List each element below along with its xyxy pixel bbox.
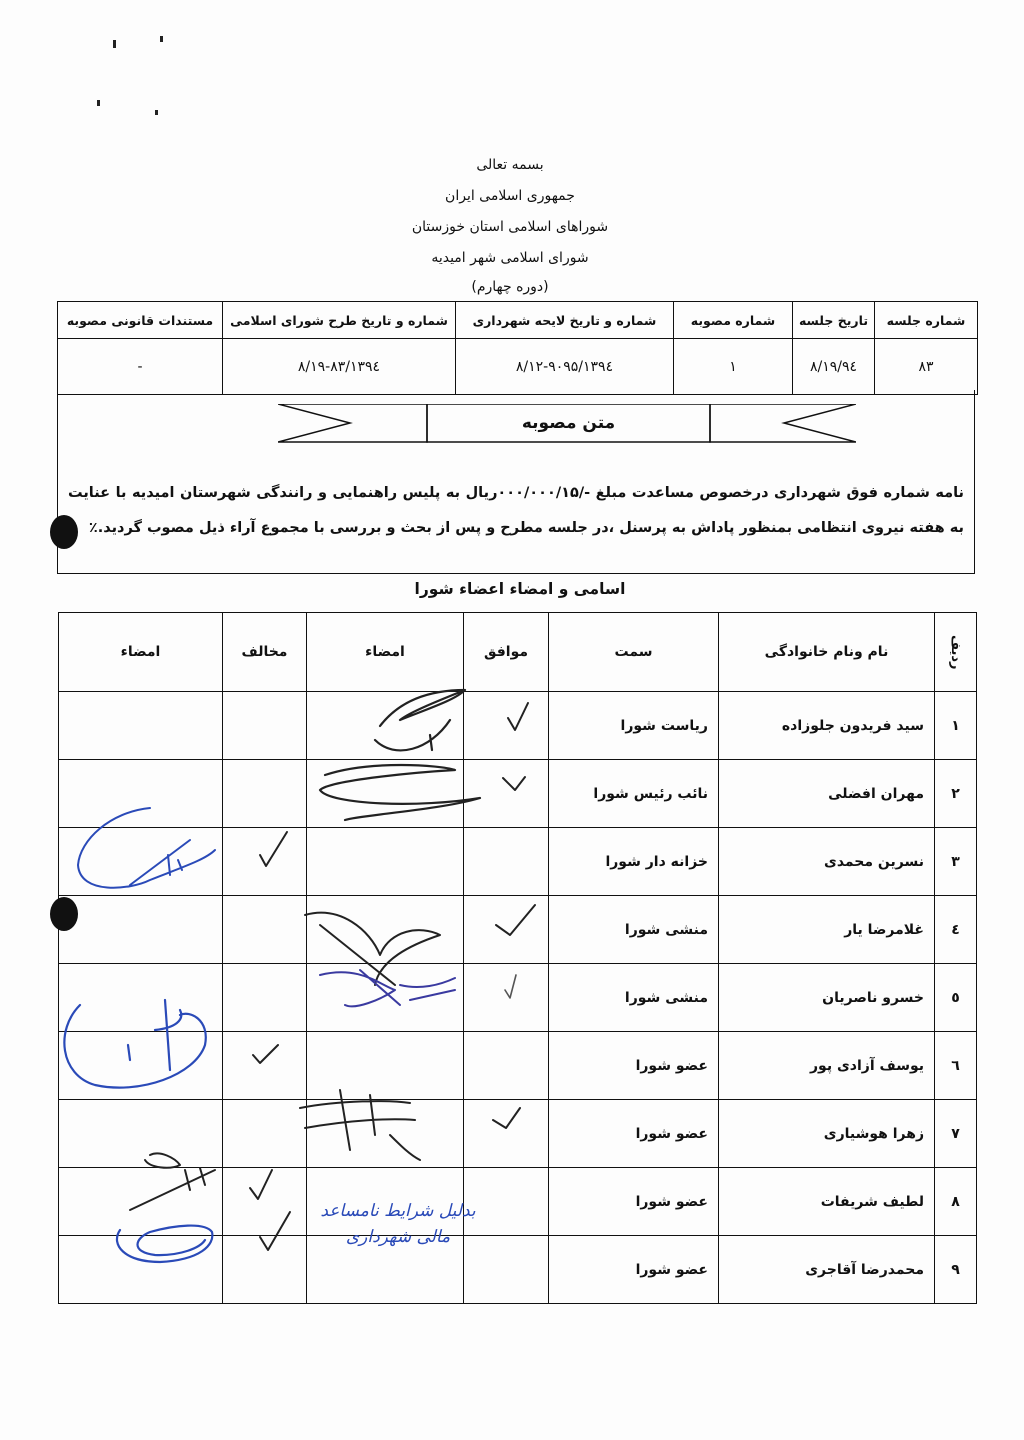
row-number: ۹ <box>935 1236 977 1304</box>
header-legal-basis: مستندات قانونی مصوبه <box>58 302 223 339</box>
session-date: ۹٤/۸/۱۹ <box>793 339 875 395</box>
header-name: نام ونام خانوادگی <box>719 613 935 692</box>
header-session-date: تاریخ جلسه <box>793 302 875 339</box>
header-role: سمت <box>549 613 719 692</box>
handwritten-note-line: مالی شهرداری <box>345 1227 451 1247</box>
header-session-number: شماره جلسه <box>875 302 978 339</box>
header-line: (دوره چهارم) <box>471 279 549 295</box>
sign-cell <box>59 1236 223 1304</box>
row-number: ٤ <box>935 896 977 964</box>
member-role: ریاست شورا <box>549 692 719 760</box>
sign-cell <box>307 1100 464 1168</box>
header-council-plan: شماره و تاریخ طرح شورای اسلامی <box>223 302 456 339</box>
sign-cell <box>307 760 464 828</box>
table-row <box>59 896 977 964</box>
members-table <box>58 612 977 1304</box>
sign-cell <box>59 964 223 1032</box>
oppose-cell <box>223 896 307 964</box>
sign-cell <box>59 1032 223 1100</box>
member-name: غلامرضا یار <box>719 896 935 964</box>
sign-cell <box>59 1100 223 1168</box>
member-name: محمدرضا آقاجری <box>719 1236 935 1304</box>
members-title: اسامی و امضاء اعضاء شورا <box>414 580 626 598</box>
resolution-text-box <box>57 390 975 574</box>
table-row <box>59 760 977 828</box>
sign-cell <box>59 828 223 896</box>
banner-title: متن مصوبه <box>521 413 616 433</box>
row-number: ۸ <box>935 1168 977 1236</box>
header-sign-oppose: امضاء <box>59 613 223 692</box>
member-name: سید فریدون جلوزاده <box>719 692 935 760</box>
sign-cell <box>307 1032 464 1100</box>
member-name: خسرو ناصریان <box>719 964 935 1032</box>
header-municipal-bill: شماره و تاریخ لایحه شهرداری <box>456 302 674 339</box>
header-line: شوراهای اسلامی استان خوزستان <box>411 219 609 235</box>
handwritten-note <box>308 1198 488 1250</box>
member-role: منشی شورا <box>549 964 719 1032</box>
row-number: ٦ <box>935 1032 977 1100</box>
resolution-number: ۱ <box>674 339 793 395</box>
member-name: نسرین محمدی <box>719 828 935 896</box>
member-role: عضو شورا <box>549 1236 719 1304</box>
agree-cell <box>464 964 549 1032</box>
member-name: لطیف شریفات <box>719 1168 935 1236</box>
member-role: عضو شورا <box>549 1100 719 1168</box>
agree-cell <box>464 760 549 828</box>
agree-cell <box>464 828 549 896</box>
agree-cell <box>464 692 549 760</box>
row-number: ۷ <box>935 1100 977 1168</box>
header-line: بسمه تعالی <box>476 157 544 173</box>
header-agree: موافق <box>464 613 549 692</box>
header-sign-agree: امضاء <box>307 613 464 692</box>
member-role: عضو شورا <box>549 1032 719 1100</box>
agree-cell <box>464 1100 549 1168</box>
sign-cell <box>59 760 223 828</box>
header-resolution-number: شماره مصوبه <box>674 302 793 339</box>
row-number: ۲ <box>935 760 977 828</box>
member-name: زهرا هوشیاری <box>719 1100 935 1168</box>
header-line: جمهوری اسلامی ایران <box>445 188 575 204</box>
row-number: ۱ <box>935 692 977 760</box>
scan-speck <box>113 40 116 48</box>
resolution-body: نامه شماره فوق شهرداری درخصوص مساعدت مبلغ -/۰۰۰/۰۰۰/۱۵ریال به پلیس راهنمایی و رانندگی شهرستان امیدیه با عنایت به هفته نیروی انتظامی بمنظور پاداش به پرسنل ،در جلسه مطرح و پس از بحث و بررسی با مجموع آراء ذیل مصوب گردید.٪ <box>68 485 964 536</box>
oppose-cell <box>223 1100 307 1168</box>
sign-cell <box>59 1168 223 1236</box>
oppose-cell <box>223 828 307 896</box>
agree-cell <box>464 896 549 964</box>
scan-speck <box>160 36 163 42</box>
member-role: عضو شورا <box>549 1168 719 1236</box>
header-oppose: مخالف <box>223 613 307 692</box>
sign-cell <box>307 828 464 896</box>
sign-cell <box>59 896 223 964</box>
scan-speck <box>155 110 158 115</box>
member-role: نائب رئیس شورا <box>549 760 719 828</box>
session-info-table <box>57 301 978 395</box>
oppose-cell <box>223 1236 307 1304</box>
table-row <box>59 1100 977 1168</box>
sign-cell <box>59 692 223 760</box>
oppose-cell <box>223 1168 307 1236</box>
member-role: خزانه دار شورا <box>549 828 719 896</box>
title-banner <box>278 404 856 444</box>
table-row <box>59 828 977 896</box>
sign-cell <box>307 896 464 964</box>
table-row <box>59 1236 977 1304</box>
header-row-number: ردیف <box>935 613 977 692</box>
header-line: شورای اسلامی شهر امیدیه <box>431 250 589 266</box>
member-name: یوسف آزادی پور <box>719 1032 935 1100</box>
document-header <box>300 150 720 300</box>
member-role: منشی شورا <box>549 896 719 964</box>
session-number: ۸۳ <box>875 339 978 395</box>
handwritten-note-line: بدلیل شرایط نامساعد <box>320 1201 476 1221</box>
agree-cell <box>464 1032 549 1100</box>
member-name: مهران افضلی <box>719 760 935 828</box>
oppose-cell <box>223 760 307 828</box>
municipal-bill: ۱۳۹٤/۸/۱۲-۹۰۹۵ <box>456 339 674 395</box>
table-row <box>59 692 977 760</box>
oppose-cell <box>223 1032 307 1100</box>
row-number: ۳ <box>935 828 977 896</box>
sign-cell <box>307 964 464 1032</box>
scan-speck <box>97 100 100 106</box>
sign-cell <box>307 692 464 760</box>
table-row <box>59 1168 977 1236</box>
legal-basis: - <box>58 339 223 395</box>
oppose-cell <box>223 964 307 1032</box>
table-row <box>59 1032 977 1100</box>
council-plan: ۱۳۹٤/۸/۱۹-۸۳ <box>223 339 456 395</box>
oppose-cell <box>223 692 307 760</box>
table-row <box>59 964 977 1032</box>
row-number: ٥ <box>935 964 977 1032</box>
